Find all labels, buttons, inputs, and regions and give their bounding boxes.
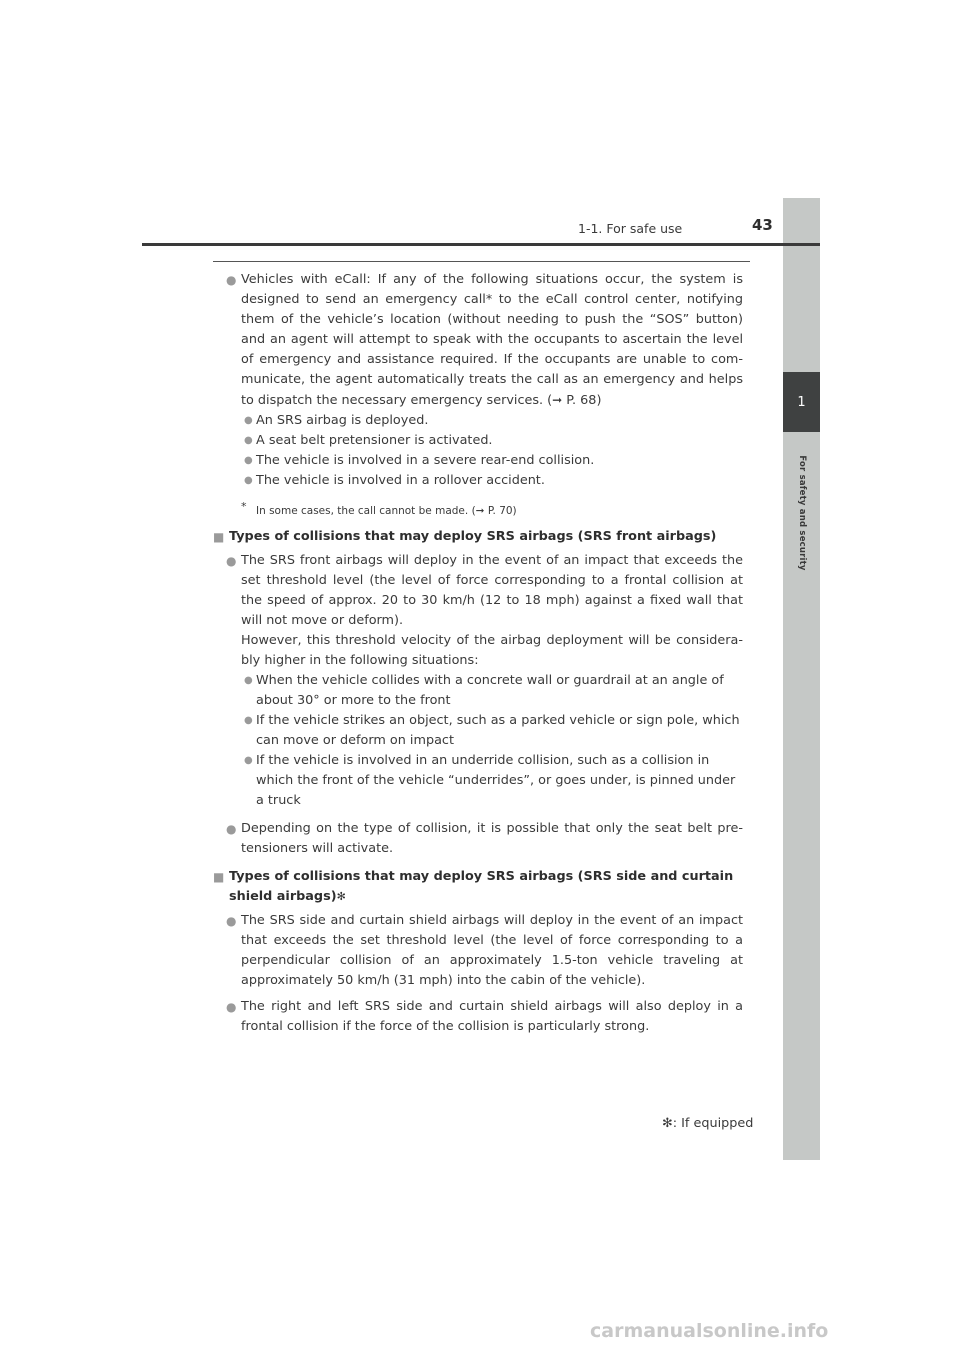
situation-item: ● A seat belt pretensioner is activated. <box>213 431 743 451</box>
small-bullet-icon: ● <box>244 715 253 726</box>
side-airbags-heading-text: Types of collisions that may deploy SRS airbags (SRS side and curtain shield airbags) <box>229 869 734 904</box>
chapter-number: 1 <box>797 394 806 410</box>
situation-item: ● If the vehicle strikes an object, such as a parked vehicle or sign pole, which can move or deform on impact <box>244 713 740 748</box>
threshold-paragraph: However, this threshold velocity of the airbag deployment will be considera-bly higher in the following situations: <box>241 633 743 668</box>
bullet-dot-icon: ● <box>226 273 237 287</box>
if-equipped-text: : If equipped <box>672 1116 754 1131</box>
footnote-page-reference[interactable]: P. 70) <box>484 505 517 517</box>
situation-item: ● An SRS airbag is deployed. <box>213 411 743 431</box>
bullet-dot-icon: ● <box>226 822 237 836</box>
chapter-title-label: For safety and security <box>797 455 807 571</box>
small-bullet-icon: ● <box>244 755 253 766</box>
ecall-text: Vehicles with eCall: If any of the following situations occur, the system is designed to send an emergency call* to the eCall control center, notifying them of the vehicle’s location (without needing to push the “SOS” button) and an agent will attempt to speak with the occupants to ascertain the level of emergency and assistance required. If the occupants are unable to com-municate, the agent automatically treats the call as an emergency and helps to dispatch the necessary emergency services. ( <box>241 272 743 408</box>
footnote-star: * <box>241 500 247 513</box>
small-bullet-icon: ● <box>244 475 253 486</box>
situation-item: ● The vehicle is involved in a severe rear-end collision. <box>213 451 743 471</box>
situation-item: ● When the vehicle collides with a concrete wall or guardrail at an angle of about 30° or more to the front <box>244 673 724 708</box>
page-number: 43 <box>752 216 773 234</box>
main-content <box>213 270 743 1037</box>
heading-square-icon: ■ <box>213 530 225 544</box>
situation-item: ● If the vehicle is involved in an underride collision, such as a collision in which the front of the vehicle “underrides”, or goes under, is pinned under a truck <box>244 753 736 808</box>
reference-arrow-icon: ➞ <box>552 393 563 407</box>
if-equipped-star-icon: ✻ <box>336 890 346 903</box>
front-airbags-bullet: ● The SRS front airbags will deploy in the event of an impact that exceeds the set threshold level (the level of force corresponding to a frontal collision at the speed of approx. 20 to 30 km/h (12 to 18 mph) against a fixed wall that will not move or deform). <box>226 553 743 628</box>
ecall-bullet <box>213 270 743 411</box>
header-rule <box>142 243 820 246</box>
footnote-text: In some cases, the call cannot be made. ( <box>256 505 476 517</box>
heading-square-icon: ■ <box>213 870 225 884</box>
reference-arrow-icon: ➞ <box>475 505 485 517</box>
front-airbags-heading <box>213 527 743 547</box>
chapter-title <box>792 438 812 588</box>
if-equipped-note <box>662 1116 753 1131</box>
chapter-tab[interactable] <box>783 372 820 432</box>
pretensioner-bullet: ● Depending on the type of collision, it is possible that only the seat belt pre-tensioners will activate. <box>226 821 743 856</box>
front-airbags-heading-text: Types of collisions that may deploy SRS airbags (SRS front airbags) <box>229 529 717 544</box>
bullet-dot-icon: ● <box>226 554 237 568</box>
ecall-page-reference[interactable]: P. 68) <box>562 393 602 408</box>
small-bullet-icon: ● <box>244 675 253 686</box>
footnote <box>213 501 743 521</box>
side-airbags-heading <box>213 867 743 907</box>
if-equipped-star-icon: ✻ <box>662 1116 673 1131</box>
side-airbags-bullet: ● The SRS side and curtain shield airbags will deploy in the event of an impact that exceeds the set threshold level (the level of force corresponding to a perpendicular collision of an approximately 1.5-ton vehicle traveling at approximately 50 km/h (31 mph) into the cabin of the vehicle). <box>226 913 743 988</box>
bullet-dot-icon: ● <box>226 1000 237 1014</box>
small-bullet-icon: ● <box>244 415 253 426</box>
content-top-rule <box>213 261 750 262</box>
frontal-collision-bullet: ● The right and left SRS side and curtain shield airbags will also deploy in a frontal collision if the force of the collision is particularly strong. <box>226 999 743 1034</box>
sidebar-strip <box>783 198 820 1160</box>
watermark: carmanualsonline.info <box>590 1320 829 1342</box>
situation-item: ● The vehicle is involved in a rollover accident. <box>213 471 743 491</box>
bullet-dot-icon: ● <box>226 914 237 928</box>
small-bullet-icon: ● <box>244 435 253 446</box>
small-bullet-icon: ● <box>244 455 253 466</box>
section-title: 1-1. For safe use <box>578 221 683 236</box>
